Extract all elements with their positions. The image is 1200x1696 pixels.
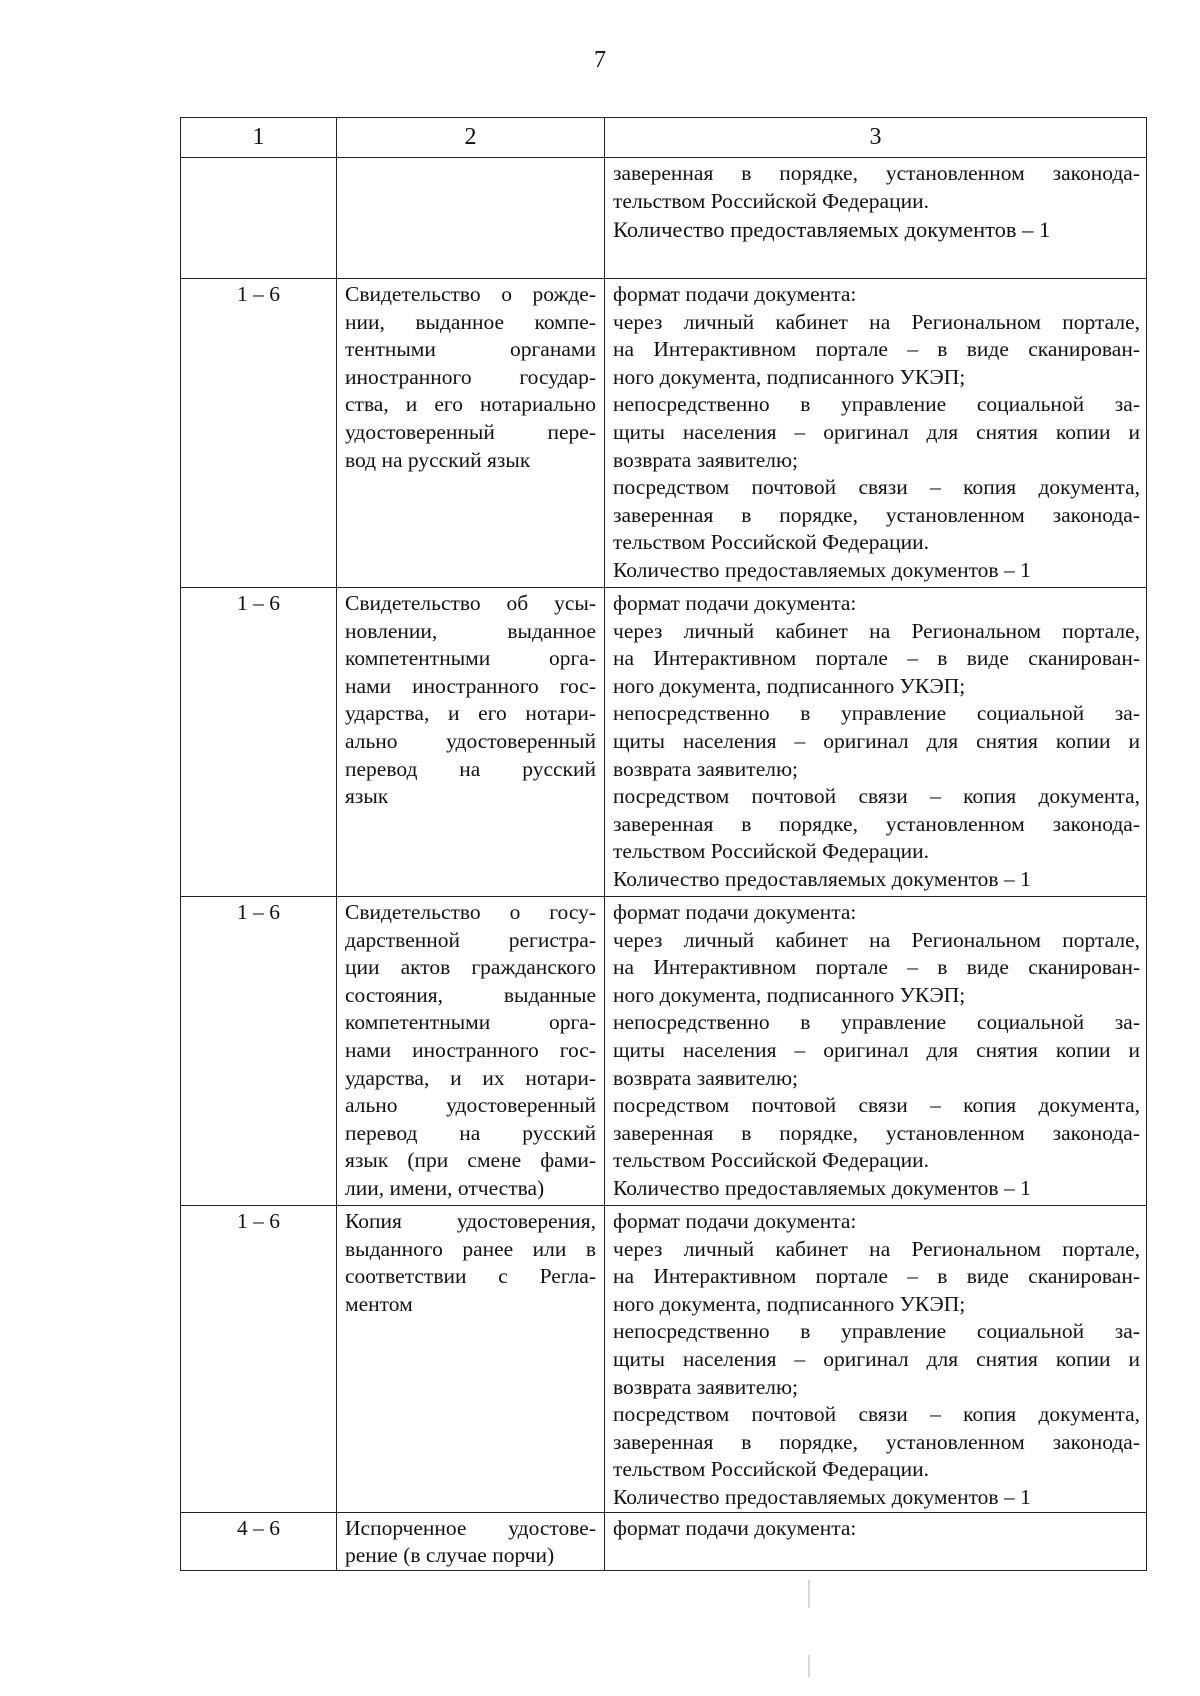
text-line: возврата заявителю; (613, 1065, 798, 1090)
text-line: вод на русский язык (345, 447, 531, 472)
text-line: формат подачи документа: (613, 282, 857, 306)
text-line: посредством почтовой связи – копия документа, (613, 475, 1140, 500)
text-line: ного документа, подписанного УКЭП; (613, 673, 966, 698)
text-line: на Интерактивном портале – в виде сканирован- (613, 955, 1140, 980)
text-line: компетентными орга- (345, 1010, 596, 1035)
table-row (181, 897, 1147, 1206)
text-line: ного документа, подписанного УКЭП; (613, 364, 966, 389)
document-count: Количество предоставляемых документов – 1 (613, 1484, 1031, 1509)
cell-submission-format (605, 1512, 1147, 1570)
document-count: Количество предоставляемых документов – 1 (613, 557, 1031, 582)
text-line: ально удостоверенный (345, 1093, 596, 1118)
scan-artifact (808, 1580, 810, 1608)
table-row (181, 1512, 1147, 1570)
text-line: возврата заявителю; (613, 447, 798, 472)
text-line: дарственной регистра- (345, 927, 596, 952)
text-line: посредством почтовой связи – копия документа, (613, 784, 1140, 809)
table-row (181, 1206, 1147, 1513)
text-line: через личный кабинет на Региональном портале, (613, 927, 1140, 952)
table-row (181, 279, 1147, 588)
text-line: состояния, выданные (345, 982, 596, 1007)
document-count: Количество предоставляемых документов – 1 (613, 217, 1051, 243)
text-line: ударства, и их нотари- (345, 1065, 596, 1090)
cell-submission-format (605, 588, 1147, 897)
text-line: Копия удостоверения, (345, 1209, 596, 1233)
text-line: перевод на русский (345, 756, 596, 781)
text-line: на Интерактивном портале – в виде сканирован- (613, 1264, 1140, 1289)
text-line: заверенная в порядке, установленном законода- (613, 502, 1140, 527)
text-line: Свидетельство о рожде- (345, 282, 596, 306)
text-line: посредством почтовой связи – копия документа, (613, 1402, 1140, 1427)
text-line: непосредственно в управление социальной за- (613, 1319, 1140, 1344)
cell-applicability: 1 – 6 (181, 588, 337, 897)
text-line: на Интерактивном портале – в виде сканирован- (613, 646, 1140, 671)
text-line: непосредственно в управление социальной за- (613, 701, 1140, 726)
document-count: Количество предоставляемых документов – 1 (613, 866, 1031, 891)
table-row (181, 588, 1147, 897)
cell-document-name (337, 279, 605, 588)
text-line: заверенная в порядке, установленном законода- (613, 811, 1140, 836)
text-line: возврата заявителю; (613, 1374, 798, 1399)
text-line: компетентными орга- (345, 646, 596, 671)
cell-document-name (337, 1206, 605, 1513)
text-line: тельством Российской Федерации. (613, 530, 929, 555)
text-line: заверенная в порядке, установленном законода- (613, 161, 1140, 185)
table-header-row (181, 118, 1147, 158)
page-number: 7 (594, 47, 606, 73)
table-row-continuation (181, 158, 1147, 279)
text-line: формат подачи документа: (613, 1515, 857, 1540)
text-line: непосредственно в управление социальной за- (613, 392, 1140, 417)
text-line: тельством Российской Федерации. (613, 839, 929, 864)
text-line: возврата заявителю; (613, 756, 798, 781)
text-line: ментом (345, 1291, 413, 1316)
text-line: ного документа, подписанного УКЭП; (613, 982, 966, 1007)
text-line: посредством почтовой связи – копия документа, (613, 1093, 1140, 1118)
text-line: язык (при смене фами- (345, 1148, 596, 1173)
documents-table (180, 117, 1147, 1571)
text-line: язык (345, 784, 389, 809)
text-line: нами иностранного гос- (345, 1037, 596, 1062)
text-line: ства, и его нотариально (345, 392, 596, 417)
text-line: нами иностранного гос- (345, 673, 596, 698)
cell-applicability (181, 158, 337, 279)
cell-submission-format (605, 158, 1147, 279)
text-line: выданного ранее или в (345, 1236, 596, 1261)
text-line: соответствии с Регла- (345, 1264, 596, 1289)
text-line: перевод на русский (345, 1120, 596, 1145)
text-line: нии, выданное компе- (345, 309, 596, 334)
text-line: щиты населения – оригинал для снятия копии и (613, 728, 1140, 753)
text-line: ально удостоверенный (345, 728, 596, 753)
text-line: непосредственно в управление социальной за- (613, 1010, 1140, 1035)
text-line: заверенная в порядке, установленном законода- (613, 1120, 1140, 1145)
text-line: формат подачи документа: (613, 591, 857, 615)
cell-submission-format (605, 1206, 1147, 1513)
text-line: удостоверенный пере- (345, 419, 596, 444)
text-line: Свидетельство об усы- (345, 591, 596, 615)
cell-document-name (337, 588, 605, 897)
text-line: ударства, и его нотари- (345, 701, 596, 726)
text-line: заверенная в порядке, установленном законода- (613, 1429, 1140, 1454)
text-line: тельством Российской Федерации. (613, 188, 929, 213)
text-line: иностранного государ- (345, 364, 596, 389)
cell-document-name (337, 897, 605, 1206)
cell-applicability: 1 – 6 (181, 897, 337, 1206)
text-line: Испорченное удостове- (345, 1515, 596, 1540)
document-count: Количество предоставляемых документов – 1 (613, 1175, 1031, 1200)
text-line: тентными органами (345, 337, 596, 362)
column-header-2: 2 (337, 118, 605, 158)
text-line: тельством Российской Федерации. (613, 1457, 929, 1482)
text-line: щиты населения – оригинал для снятия копии и (613, 1037, 1140, 1062)
text-line: формат подачи документа: (613, 1209, 857, 1233)
cell-submission-format (605, 897, 1147, 1206)
text-line: ного документа, подписанного УКЭП; (613, 1291, 966, 1316)
cell-document-name (337, 158, 605, 279)
text-line: лии, имени, отчества) (345, 1175, 545, 1200)
cell-applicability: 1 – 6 (181, 1206, 337, 1513)
text-line: формат подачи документа: (613, 900, 857, 924)
text-line: щиты населения – оригинал для снятия копии и (613, 419, 1140, 444)
column-header-3: 3 (605, 118, 1147, 158)
cell-submission-format (605, 279, 1147, 588)
cell-applicability: 1 – 6 (181, 279, 337, 588)
text-line: на Интерактивном портале – в виде сканирован- (613, 337, 1140, 362)
text-line: через личный кабинет на Региональном портале, (613, 309, 1140, 334)
text-line: щиты населения – оригинал для снятия копии и (613, 1346, 1140, 1371)
scan-artifact (808, 1655, 810, 1677)
text-line: рение (в случае порчи) (345, 1543, 555, 1568)
text-line: новлении, выданное (345, 618, 596, 643)
text-line: тельством Российской Федерации. (613, 1148, 929, 1173)
text-line: Свидетельство о госу- (345, 900, 596, 924)
cell-applicability: 4 – 6 (181, 1512, 337, 1570)
text-line: через личный кабинет на Региональном портале, (613, 1236, 1140, 1261)
cell-document-name (337, 1512, 605, 1570)
text-line: ции актов гражданского (345, 955, 596, 980)
text-line: через личный кабинет на Региональном портале, (613, 618, 1140, 643)
column-header-1: 1 (181, 118, 337, 158)
